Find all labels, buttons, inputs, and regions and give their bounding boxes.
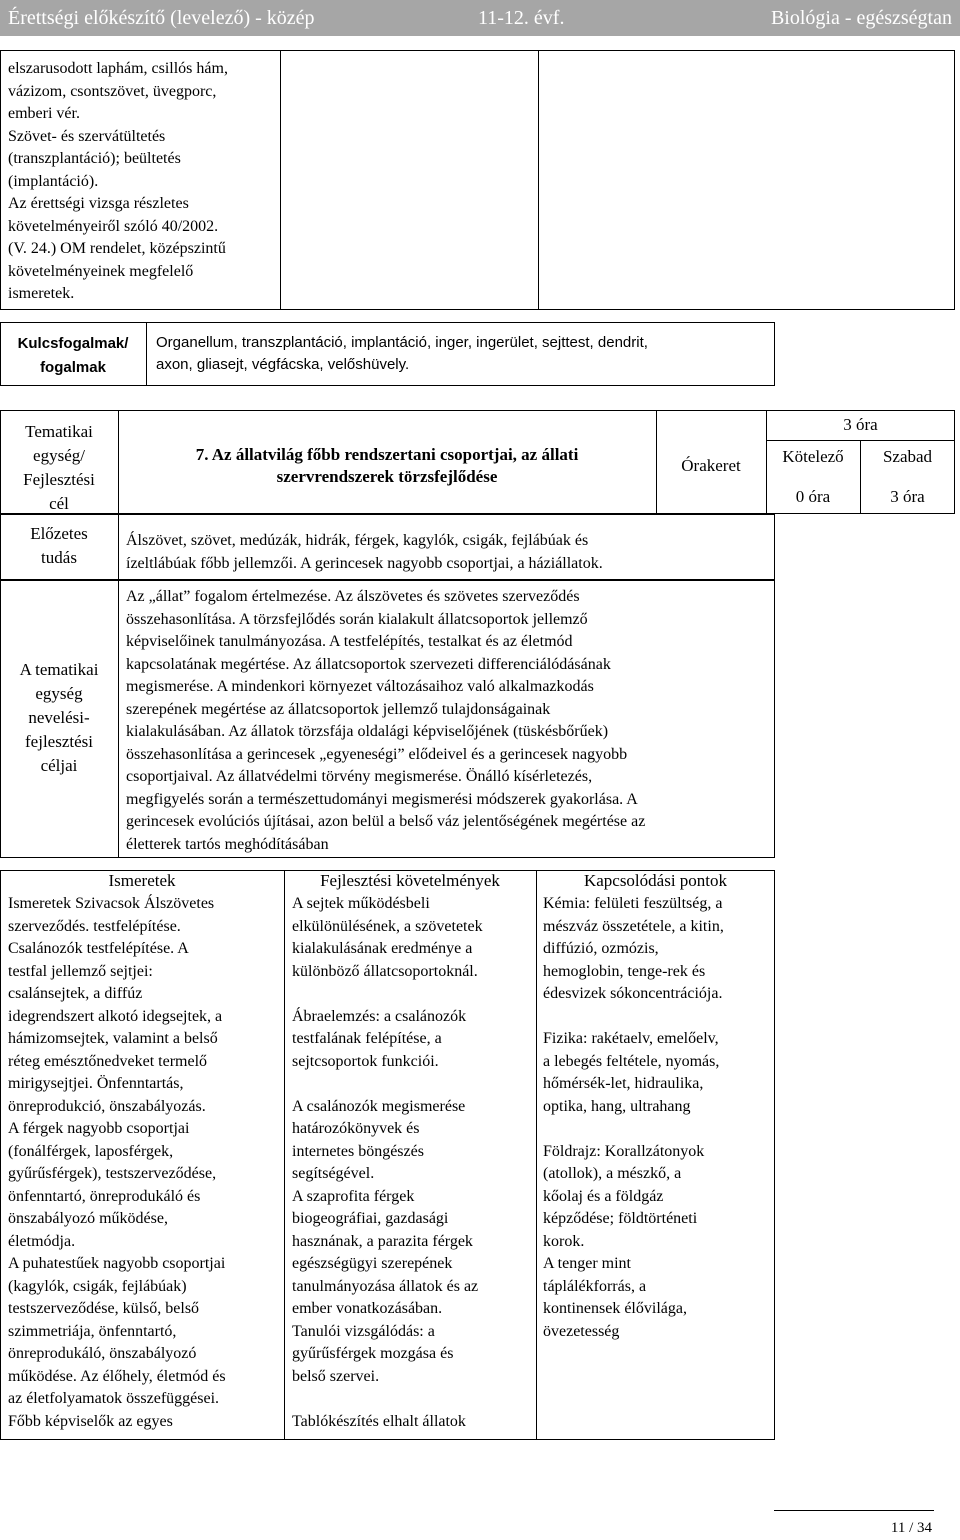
requirement-line — [292, 1388, 483, 1411]
knowledge-line: önfenntartó, önreprodukáló és — [8, 1187, 201, 1205]
knowledge-line: szimmetriája, önfenntartó, — [8, 1322, 177, 1340]
connection-line: képződése; földtörténeti — [543, 1210, 698, 1227]
knowledge-line: Csalánozók testfelépítése. A — [8, 940, 189, 957]
header-subject: Biológia - egészségtan — [770, 7, 952, 29]
text-line: (implantáció). — [8, 172, 99, 190]
page-number: 11 / 34 — [890, 1520, 932, 1536]
total-hours: 3 óra — [843, 415, 878, 434]
connection-line: övezetesség — [543, 1322, 620, 1340]
requirement-line — [292, 1073, 483, 1096]
knowledge-line: testfal jellemző sejtjei: — [8, 962, 153, 980]
requirement-line: sejtcsoportok funkciói. — [292, 1052, 439, 1070]
text-line: ismeretek. — [8, 285, 75, 302]
connection-line: Fizika: rakétaelv, emelőelv, — [543, 1030, 719, 1047]
knowledge-line: hámizomsejtek, valamint a belső — [8, 1030, 218, 1047]
knowledge-line: testszerveződése, külső, belső — [8, 1300, 200, 1317]
text-line: megismerése. A mindenkori környezet változásaihoz való alkalmazkodás — [126, 678, 594, 695]
continuation-text — [8, 58, 228, 306]
connection-line: a lebegés feltétele, nyomás, — [543, 1052, 720, 1070]
knowledge-line: életmódja. — [8, 1232, 76, 1250]
key-concepts-divider — [146, 322, 147, 386]
text-line: összehasonlítása a gerincesek „egyeneségi” elődeivel és a gerincesek nagyobb — [126, 745, 628, 763]
connection-line: Földrajz: Korallzátonyok — [543, 1142, 705, 1160]
requirement-line: ember vonatkozásában. — [292, 1300, 443, 1317]
knowledge-line: önreprodukáló, önszabályozó — [8, 1345, 197, 1362]
prior-knowledge-label: Előzetes tudás — [30, 524, 88, 567]
knowledge-line: csalánsejtek, a diffúz — [8, 985, 143, 1002]
text-line: követelményeinek megfelelő — [8, 262, 194, 280]
knowledge-line: önszabályozó működése, — [8, 1210, 168, 1227]
requirement-line: testfalának felépítése, a — [292, 1030, 442, 1047]
page-header — [0, 0, 960, 36]
requirement-line: gyűrűsférgek mozgása és — [292, 1345, 454, 1362]
knowledge-column — [8, 893, 226, 1433]
key-concepts-label: Kulcsfogalmak/ fogalmak — [17, 335, 129, 376]
requirement-line: segítségével. — [292, 1165, 375, 1182]
knowledge-line: A férgek nagyobb csoportjai — [8, 1120, 190, 1137]
mandatory-label: Kötelező — [782, 447, 844, 466]
text-line: kapcsolatának megértése. Az állatcsoportok szervezeti differenciálódásának — [126, 655, 611, 673]
knowledge-line: Ismeretek Szivacsok Álszövetes — [8, 895, 215, 912]
requirement-line: internetes böngészés — [292, 1142, 424, 1160]
requirement-line: elkülönülésének, a szövetetek — [292, 917, 483, 935]
hours-label: Órakeret — [681, 456, 741, 475]
knowledge-line: az életfolyamatok összefüggései. — [8, 1390, 220, 1407]
text-line: kialakulásában. Az állatok törzsfája oldalági képviselőjének (tüskésbőrűek) — [126, 723, 609, 740]
continuation-divider — [280, 50, 281, 310]
connection-line: korok. — [543, 1232, 585, 1250]
text-line: gerincesek evolúciós újításai, azon belül a belső váz jelentőségének megértése az — [126, 813, 646, 830]
connection-line: hőmérsék-let, hidraulika, — [543, 1075, 704, 1092]
text-line: életterek tartós meghódításában — [126, 835, 329, 853]
goals-divider — [118, 580, 119, 858]
requirement-line: kialakulásának eredménye a — [292, 940, 473, 957]
connection-line: kontinensek élővilága, — [543, 1300, 687, 1317]
column-header-connections: Kapcsolódási pontok — [583, 871, 728, 890]
requirement-line: Ábraelemzés: a csalánozók — [292, 1007, 467, 1025]
prior-knowledge-text: Álszövet, szövet, medúzák, hidrák, férgek, kagylók, csigák, fejlábúak és ízeltlábúak főbb jellemzői. A gerincesek nagyobb csoportjai, a háziállatok. — [126, 532, 603, 572]
knowledge-line: mirigysejtjei. Önfenntartás, — [8, 1075, 184, 1092]
requirement-line: tanulmányozása állatok és az — [292, 1277, 479, 1295]
knowledge-line: A puhatestűek nagyobb csoportjai — [8, 1255, 226, 1272]
connections-column — [543, 893, 724, 1343]
text-line: emberi vér. — [8, 105, 80, 122]
content-divider — [284, 870, 285, 1440]
requirement-line — [292, 983, 483, 1006]
text-line: (V. 24.) OM rendelet, középszintű — [8, 240, 226, 257]
requirement-line: egészségügyi szerepének — [292, 1255, 453, 1272]
text-line: Az érettségi vizsga részletes — [8, 195, 189, 212]
knowledge-line: (fonálférgek, laposférgek, — [8, 1142, 174, 1160]
unit-label: Tematikai egység/ Fejlesztési cél — [23, 422, 95, 513]
connection-line: mészváz összetétele, a kitin, — [543, 917, 724, 935]
connection-line: A tenger mint — [543, 1255, 631, 1272]
connection-line — [543, 1006, 724, 1029]
knowledge-line: önreprodukció, önszabályozás. — [8, 1097, 206, 1115]
connection-line: hemoglobin, tenge-rek és — [543, 962, 706, 980]
text-line: szerepének megértése az állatcsoportok jellemző tulajdonságainak — [126, 700, 551, 718]
connection-line — [543, 1118, 724, 1141]
knowledge-line: réteg emésztőnedveket termelő — [8, 1052, 208, 1070]
connection-line: Kémia: felületi feszültség, a — [543, 895, 723, 912]
requirement-line: Tanulói vizsgálódás: a — [292, 1322, 435, 1340]
goals-text — [126, 586, 645, 856]
connection-line: diffúzió, ozmózis, — [543, 940, 659, 957]
connection-line: (atollok), a mészkő, a — [543, 1165, 682, 1182]
connection-line: optika, hang, ultrahang — [543, 1097, 691, 1115]
knowledge-line: gyűrűsférgek), testszerveződése, — [8, 1165, 217, 1182]
requirement-line: A sejtek működésbeli — [292, 895, 430, 912]
text-line: (transzplantáció); beültetés — [8, 150, 181, 167]
requirement-line: biogeográfiai, gazdasági — [292, 1210, 449, 1227]
header-grade: 11-12. évf. — [478, 7, 565, 29]
text-line: csoportjaival. Az állatvédelmi törvény megismerése. Önálló kísérletezés, — [126, 768, 593, 785]
prior-divider — [118, 514, 119, 580]
column-header-requirements: Fejlesztési követelmények — [320, 871, 500, 890]
requirement-line: Tablókészítés elhalt állatok — [292, 1412, 466, 1430]
knowledge-line: Főbb képviselők az egyes — [8, 1412, 173, 1430]
text-line: Szövet- és szervátültetés — [8, 127, 166, 145]
column-header-knowledge: Ismeretek — [108, 871, 176, 890]
mandatory-hours: 0 óra — [795, 487, 831, 506]
connection-line: táplálékforrás, a — [543, 1277, 647, 1295]
text-line: megfigyelés során a természettudományi megismerési módszerek gyakorlása. A — [126, 790, 638, 808]
key-concepts-text: Organellum, transzplantáció, implantáció, inger, ingerület, sejttest, dendrit, axon, gliasejt, végfácska, velőshüvely. — [156, 334, 648, 373]
unit-title: 7. Az állatvilág főbb rendszertani csoportjai, az állati szervrendszerek törzsfejlődése — [195, 445, 579, 486]
knowledge-line: (kagylók, csigák, fejlábúak) — [8, 1277, 187, 1295]
knowledge-line: szerveződés. testfelépítése. — [8, 917, 181, 935]
connection-line: édesvizek sókoncentrációja. — [543, 985, 723, 1002]
footer-rule — [774, 1510, 934, 1511]
knowledge-line: idegrendszert alkotó idegsejtek, a — [8, 1007, 223, 1025]
requirements-column — [292, 893, 483, 1433]
text-line: elszarusodott laphám, csillós hám, — [8, 60, 228, 77]
requirement-line: A szaprofita férgek — [292, 1187, 415, 1205]
goals-label: A tematikai egység nevelési- fejlesztési céljai — [19, 660, 99, 775]
continuation-divider — [538, 50, 539, 310]
requirement-line: különböző állatcsoportoknál. — [292, 962, 478, 980]
text-line: összehasonlítása. A törzsfejlődés során kialakult állatcsoportok jellemző — [126, 610, 588, 628]
free-hours: 3 óra — [890, 487, 925, 506]
free-label: Szabad — [882, 447, 933, 466]
text-line: követelményeiről szóló 40/2002. — [8, 217, 219, 235]
connection-line: kőolaj és a földgáz — [543, 1187, 664, 1205]
requirement-line: hasznának, a parazita férgek — [292, 1232, 473, 1250]
header-course: Érettségi előkészítő (levelező) - közép — [8, 7, 315, 29]
text-line: képviselőinek tanulmányozása. A testfelépítés, testalkat és az életmód — [126, 633, 573, 650]
requirement-line: belső szervei. — [292, 1367, 380, 1385]
content-divider — [536, 870, 537, 1440]
text-line: vázizom, csontszövet, üvegporc, — [8, 82, 217, 100]
requirement-line: határozókönyvek és — [292, 1120, 420, 1137]
text-line: Az „állat” fogalom értelmezése. Az álszövetes és szövetes szerveződés — [126, 588, 580, 605]
knowledge-line: működése. Az élőhely, életmód és — [8, 1367, 226, 1385]
requirement-line: A csalánozók megismerése — [292, 1097, 466, 1115]
